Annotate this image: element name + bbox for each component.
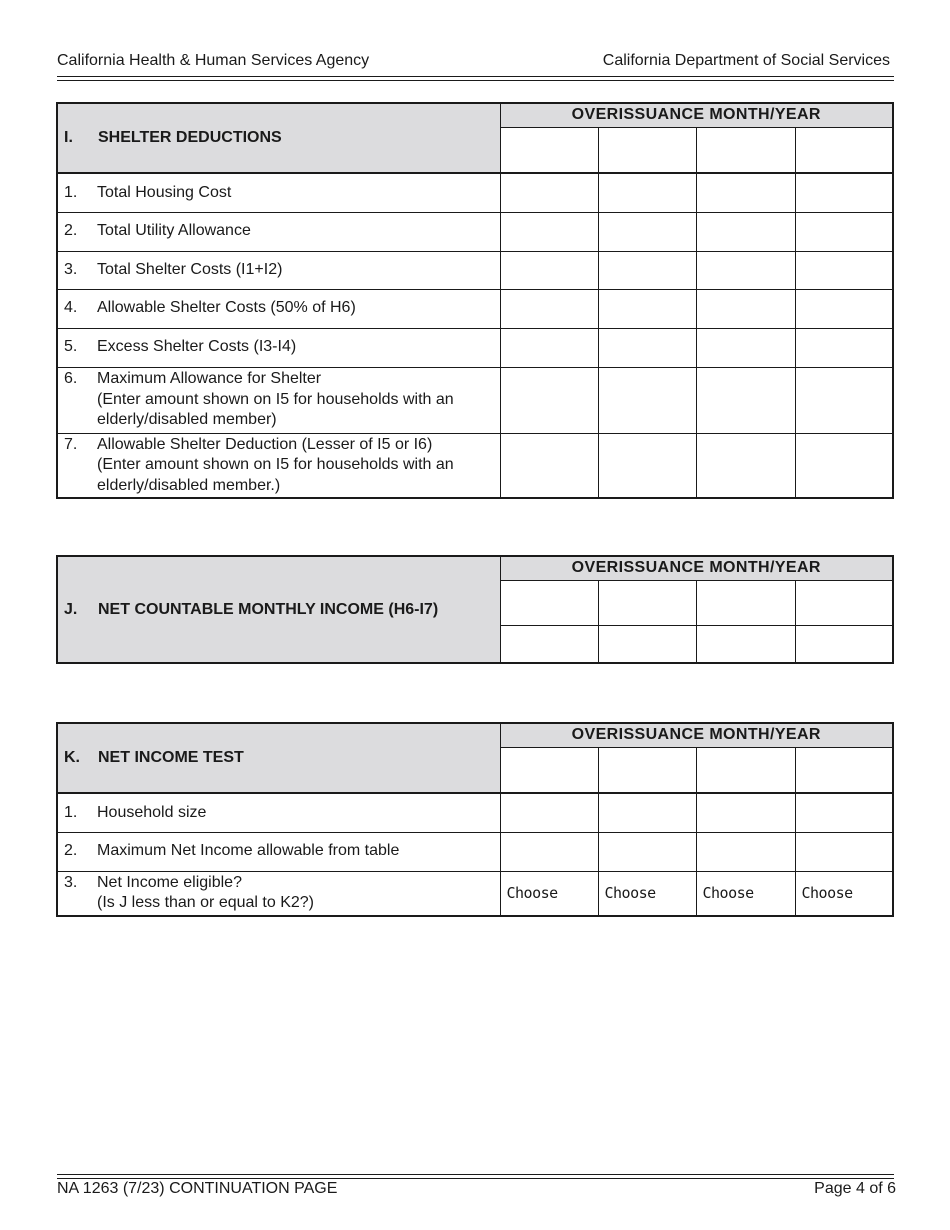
section-j-amount-3[interactable]	[696, 625, 795, 663]
item-text-line-3: elderly/disabled member.)	[97, 476, 281, 494]
section-k-item-2-label	[57, 832, 500, 871]
section-i-item-6-label	[57, 367, 500, 433]
section-i-item-5-cell-2[interactable]	[598, 328, 696, 367]
section-i-title	[57, 103, 500, 173]
item-number: 2.	[64, 222, 78, 240]
section-k-item-2-cell-3[interactable]	[696, 832, 795, 871]
section-j-amount-2[interactable]	[598, 625, 696, 663]
section-i-item-4-cell-1[interactable]	[500, 289, 598, 328]
table-row	[57, 212, 893, 251]
section-i-item-6-cell-1[interactable]	[500, 367, 598, 433]
section-i-item-6-cell-4[interactable]	[795, 367, 893, 433]
item-text-line-2: (Is J less than or equal to K2?)	[97, 894, 314, 912]
section-j-title	[57, 556, 500, 663]
item-number: 3.	[64, 260, 78, 278]
item-number: 4.	[64, 299, 78, 317]
item-text: Total Utility Allowance	[97, 222, 251, 240]
section-i-item-1-cell-1[interactable]	[500, 173, 598, 212]
item-text: Household size	[97, 803, 207, 821]
section-k-item-1-label	[57, 793, 500, 832]
net-income-eligible-select-4[interactable]: Choose	[795, 871, 893, 916]
section-k-item-1-cell-2[interactable]	[598, 793, 696, 832]
footer-rule-top	[57, 1174, 894, 1175]
section-i-table	[56, 102, 894, 499]
section-k-item-1-cell-4[interactable]	[795, 793, 893, 832]
section-k-letter: K.	[64, 749, 80, 766]
section-j-overissuance-header: OVERISSUANCE MONTH/YEAR	[500, 556, 893, 580]
section-i-item-2-cell-4[interactable]	[795, 212, 893, 251]
section-i-item-3-cell-1[interactable]	[500, 251, 598, 289]
section-i-item-3-cell-4[interactable]	[795, 251, 893, 289]
item-text: Total Housing Cost	[97, 183, 232, 201]
table-row	[57, 251, 893, 289]
section-k-overissuance-header: OVERISSUANCE MONTH/YEAR	[500, 723, 893, 747]
section-k-item-1-cell-1[interactable]	[500, 793, 598, 832]
section-i-heading: SHELTER DEDUCTIONS	[98, 129, 282, 146]
item-text: Allowable Shelter Costs (50% of H6)	[97, 299, 356, 317]
section-i-month-1[interactable]	[500, 127, 598, 173]
section-k-table	[56, 722, 894, 917]
section-i-item-2-cell-1[interactable]	[500, 212, 598, 251]
section-k-item-3-label	[57, 871, 500, 916]
table-row	[57, 793, 893, 832]
section-i-letter: I.	[64, 129, 73, 146]
table-row	[57, 289, 893, 328]
table-row	[57, 328, 893, 367]
section-i-item-1-cell-3[interactable]	[696, 173, 795, 212]
section-i-item-5-label	[57, 328, 500, 367]
table-row	[57, 367, 893, 433]
header-rule-bottom	[57, 80, 894, 81]
section-i-month-2[interactable]	[598, 127, 696, 173]
section-i-overissuance-header: OVERISSUANCE MONTH/YEAR	[500, 103, 893, 127]
section-i-item-2-label	[57, 212, 500, 251]
item-text: Excess Shelter Costs (I3-I4)	[97, 338, 297, 356]
net-income-eligible-select-2[interactable]: Choose	[598, 871, 696, 916]
table-row	[57, 832, 893, 871]
section-i-item-5-cell-4[interactable]	[795, 328, 893, 367]
form-number: NA 1263 (7/23) CONTINUATION PAGE	[57, 1180, 338, 1197]
section-j-month-2[interactable]	[598, 580, 696, 625]
section-i-month-4[interactable]	[795, 127, 893, 173]
section-k-item-2-cell-4[interactable]	[795, 832, 893, 871]
section-i-item-7-label	[57, 433, 500, 498]
section-i-item-6-cell-3[interactable]	[696, 367, 795, 433]
section-k-item-2-cell-2[interactable]	[598, 832, 696, 871]
item-text: Net Income eligible?	[97, 873, 242, 891]
section-i-item-2-cell-3[interactable]	[696, 212, 795, 251]
agency-name: California Health & Human Services Agency	[57, 52, 370, 69]
section-i-item-4-cell-2[interactable]	[598, 289, 696, 328]
section-i-item-1-label	[57, 173, 500, 212]
section-j-letter: J.	[64, 600, 78, 618]
net-income-eligible-select-1[interactable]: Choose	[500, 871, 598, 916]
item-text-line-2: (Enter amount shown on I5 for households with an	[97, 390, 454, 408]
section-j-month-1[interactable]	[500, 580, 598, 625]
section-k-heading: NET INCOME TEST	[98, 749, 244, 766]
item-number: 1.	[64, 803, 78, 821]
item-number: 6.	[64, 370, 78, 388]
item-text: Maximum Allowance for Shelter	[97, 370, 322, 388]
section-j-month-3[interactable]	[696, 580, 795, 625]
item-text: Total Shelter Costs (I1+I2)	[97, 260, 283, 278]
section-k-month-4[interactable]	[795, 747, 893, 793]
section-i-month-3[interactable]	[696, 127, 795, 173]
section-k-title	[57, 723, 500, 793]
net-income-eligible-select-3[interactable]: Choose	[696, 871, 795, 916]
table-row	[57, 173, 893, 212]
section-i-item-1-cell-4[interactable]	[795, 173, 893, 212]
section-i-item-4-cell-3[interactable]	[696, 289, 795, 328]
section-i-item-2-cell-2[interactable]	[598, 212, 696, 251]
item-number: 1.	[64, 183, 78, 201]
section-k-month-3[interactable]	[696, 747, 795, 793]
section-i-item-4-label	[57, 289, 500, 328]
section-k-month-2[interactable]	[598, 747, 696, 793]
section-j-table	[56, 555, 894, 664]
item-number: 5.	[64, 338, 78, 356]
section-j-amount-1[interactable]	[500, 625, 598, 663]
table-row	[57, 433, 893, 498]
section-i-item-7-cell-3[interactable]	[696, 433, 795, 498]
section-j-amount-4[interactable]	[795, 625, 893, 663]
item-text-line-3: elderly/disabled member)	[97, 411, 277, 429]
section-k-item-2-cell-1[interactable]	[500, 832, 598, 871]
header-rule-top	[57, 76, 894, 77]
section-k-item-1-cell-3[interactable]	[696, 793, 795, 832]
footer-rule-bottom	[57, 1178, 894, 1179]
page-number: Page 4 of 6	[814, 1180, 896, 1197]
item-number: 7.	[64, 435, 78, 453]
item-text-line-2: (Enter amount shown on I5 for households with an	[97, 456, 454, 473]
section-i-item-3-cell-2[interactable]	[598, 251, 696, 289]
section-j-heading: NET COUNTABLE MONTHLY INCOME (H6-I7)	[98, 600, 439, 618]
department-name: California Department of Social Services	[602, 52, 890, 69]
section-i-item-7-cell-4[interactable]	[795, 433, 893, 498]
section-i-item-7-cell-2[interactable]	[598, 433, 696, 498]
section-k-month-1[interactable]	[500, 747, 598, 793]
item-number: 3.	[64, 873, 78, 891]
section-i-item-7-cell-1[interactable]	[500, 433, 598, 498]
section-j-month-4[interactable]	[795, 580, 893, 625]
section-i-item-1-cell-2[interactable]	[598, 173, 696, 212]
table-row	[57, 871, 893, 916]
item-number: 2.	[64, 842, 78, 860]
section-i-item-5-cell-1[interactable]	[500, 328, 598, 367]
item-text: Maximum Net Income allowable from table	[97, 842, 400, 860]
section-i-item-4-cell-4[interactable]	[795, 289, 893, 328]
section-i-item-6-cell-2[interactable]	[598, 367, 696, 433]
section-i-item-5-cell-3[interactable]	[696, 328, 795, 367]
item-text: Allowable Shelter Deduction (Lesser of I5 or I6)	[97, 435, 433, 453]
section-i-item-3-label	[57, 251, 500, 289]
section-i-item-3-cell-3[interactable]	[696, 251, 795, 289]
